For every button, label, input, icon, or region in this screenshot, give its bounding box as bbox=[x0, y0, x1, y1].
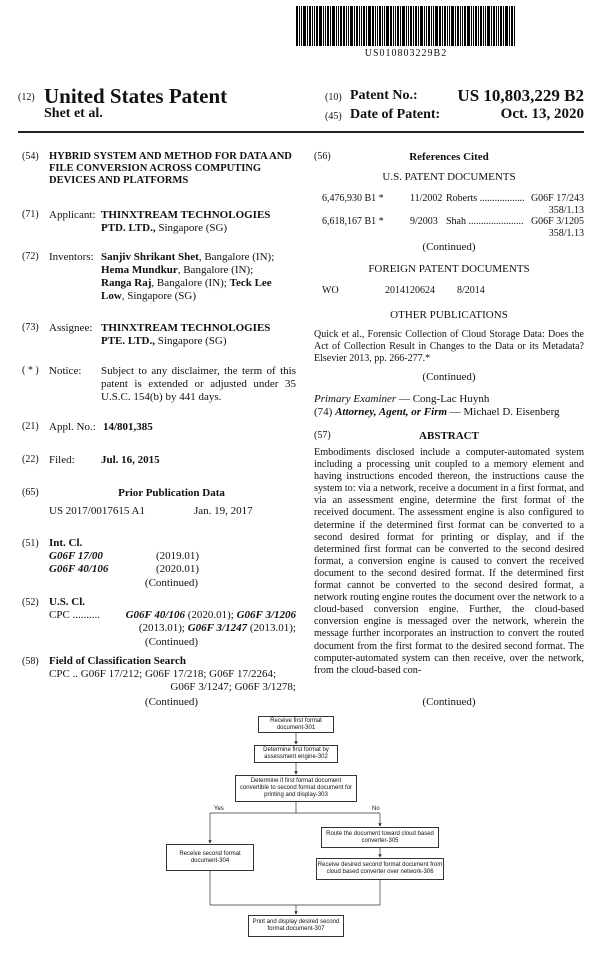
us-cl-class: G06F 3/1206 bbox=[236, 609, 296, 621]
filed-label: Filed: bbox=[49, 454, 75, 466]
ref-date: 9/2003 bbox=[410, 216, 438, 227]
ref-class2: 358/1.13 bbox=[548, 205, 584, 216]
notice-label: Notice: bbox=[49, 365, 82, 377]
assignee-label: Assignee: bbox=[49, 322, 93, 334]
us-cl-version: (2013.01); bbox=[247, 622, 296, 634]
applicant-place: Singapore (SG) bbox=[158, 222, 228, 234]
us-cl-continued: (Continued) bbox=[144, 636, 199, 648]
assignee-place: Singapore (SG) bbox=[157, 335, 227, 347]
inventor-name: Hema Mundkur bbox=[101, 264, 178, 276]
flow-step-306: Receive desired second format document from cloud based converter over network-306 bbox=[316, 858, 444, 880]
inventor-name: Low bbox=[101, 290, 122, 302]
int-cl-class: G06F 40/106 bbox=[49, 563, 109, 575]
int-cl-version: (2020.01) bbox=[156, 563, 200, 575]
abstract-text: Embodiments disclosed include a computer-automated system including a processing unit coupled to a memory element and having instructions encoded thereon, the instructions cause the system to: via a network, receive a document in a first format, and via an assessment engine, determine the first format of the received document. The assessment engine is also configured to determine if the determined first format can be converted to a second desired format for printing or display, and if the determined first format can be converted to the second desired format, a conversion engine is caused to convert the received document to the second desired format. If the determined first format cannot be converted to the second desired format, a network routing engine routes the document over the network to a cloud-based conversion engine. Further, the cloud-based conversion engine is messaged over the network, wherein the message further incorporates an instruction to convert the routed document from the first format to the desired second format. The computer-automated system can then receive, over the network, from the cloud-based con- bbox=[314, 447, 584, 676]
yes-label: Yes bbox=[214, 806, 224, 812]
inventor-place: , Singapore (SG) bbox=[121, 290, 197, 302]
ref-number: 6,476,930 B1 * bbox=[322, 193, 384, 204]
inventor-name: Teck Lee bbox=[229, 277, 272, 289]
us-cl-version: (2013.01); bbox=[138, 622, 188, 634]
field-search-heading: Field of Classification Search bbox=[49, 655, 186, 667]
code-21: (21) bbox=[22, 421, 39, 432]
inventor-name: Ranga Raj bbox=[101, 277, 152, 289]
code-52: (52) bbox=[22, 597, 39, 608]
refs-heading: References Cited bbox=[409, 151, 489, 163]
notice-text: Subject to any disclaimer, the term of this patent is extended or adjusted under 35 U.S.C. 154(b) by 441 days. bbox=[101, 365, 296, 403]
appl-number: 14/801,385 bbox=[103, 421, 153, 433]
code-58: (58) bbox=[22, 656, 39, 667]
prior-pub-heading: Prior Publication Data bbox=[118, 487, 225, 499]
other-pubs-heading: OTHER PUBLICATIONS bbox=[390, 309, 508, 321]
date-label: Date of Patent: bbox=[350, 107, 441, 122]
us-cl-version: (2020.01); bbox=[184, 609, 237, 621]
code-notice: ( * ) bbox=[22, 365, 39, 376]
code-22: (22) bbox=[22, 454, 39, 465]
other-pubs-continued: (Continued) bbox=[422, 371, 476, 383]
code-72: (72) bbox=[22, 251, 39, 262]
field-search-line1: CPC .. G06F 17/212; G06F 17/218; G06F 17/2264; bbox=[49, 668, 277, 680]
int-cl-class: G06F 17/00 bbox=[49, 550, 103, 562]
code-54: (54) bbox=[22, 151, 39, 162]
ref-class: G06F 17/243 bbox=[530, 193, 584, 204]
field-search-continued: (Continued) bbox=[144, 696, 199, 708]
code-71: (71) bbox=[22, 209, 39, 220]
ref-leader: ...................... bbox=[466, 216, 524, 227]
authors: Shet et al. bbox=[44, 106, 103, 121]
code-51: (51) bbox=[22, 538, 39, 549]
appl-label: Appl. No.: bbox=[49, 421, 96, 433]
assignee-name: THINXTREAM TECHNOLOGIES PTE. LTD., bbox=[101, 322, 271, 347]
code-10: (10) bbox=[325, 92, 342, 103]
code-73: (73) bbox=[22, 322, 39, 333]
us-docs-continued: (Continued) bbox=[422, 241, 476, 253]
us-cl-class: G06F 40/106 bbox=[125, 609, 185, 621]
ref-inventor: Roberts bbox=[446, 193, 478, 204]
foreign-number: 2014120624 bbox=[385, 285, 435, 296]
us-cl-heading: U.S. Cl. bbox=[49, 596, 86, 608]
other-pub-text: Quick et al., Forensic Collection of Cloud Storage Data: Does the Act of Collection Result in Changes to the Data or its Metadata? Elsevier 2013, pp. 266-277.* bbox=[314, 329, 584, 364]
patent-number: US 10,803,229 B2 bbox=[457, 86, 584, 105]
foreign-country: WO bbox=[322, 285, 339, 296]
abstract-heading: ABSTRACT bbox=[419, 430, 479, 442]
code-57: (57) bbox=[314, 430, 331, 441]
flow-step-303: Determine if first format document convertible to second format document for printing and display-303 bbox=[235, 775, 357, 802]
inventor-place: , Bangalore (IN); bbox=[177, 264, 254, 276]
code-65: (65) bbox=[22, 487, 39, 498]
us-cl-prefix: CPC .......... bbox=[49, 609, 101, 621]
inventors-label: Inventors: bbox=[49, 251, 94, 263]
ref-class2: 358/1.13 bbox=[548, 228, 584, 239]
ref-class: G06F 3/1205 bbox=[530, 216, 584, 227]
foreign-docs-heading: FOREIGN PATENT DOCUMENTS bbox=[368, 263, 530, 275]
ref-date: 11/2002 bbox=[410, 193, 443, 204]
prior-pub-number: US 2017/0017615 A1 bbox=[49, 505, 145, 517]
abstract-continued: (Continued) bbox=[422, 696, 476, 708]
inventor-name: Sanjiv Shrikant Shet bbox=[101, 251, 199, 263]
inventor-place: , Bangalore (IN); bbox=[151, 277, 230, 289]
attorney-label: Attorney, Agent, or Firm bbox=[335, 406, 448, 418]
ref-inventor: Shah bbox=[446, 216, 466, 227]
invention-title: HYBRID SYSTEM AND METHOD FOR DATA AND FILE CONVERSION ACROSS COMPUTING DEVICES AND PLATFORMS bbox=[49, 151, 292, 186]
patent-no-label: Patent No.: bbox=[350, 88, 418, 103]
int-cl-heading: Int. Cl. bbox=[49, 537, 83, 549]
attorney-name: — Michael D. Eisenberg bbox=[447, 406, 560, 418]
field-search-line2: G06F 3/1247; G06F 3/1278; bbox=[170, 681, 296, 693]
us-cl-class: G06F 3/1247 bbox=[187, 622, 248, 634]
us-docs-heading: U.S. PATENT DOCUMENTS bbox=[382, 171, 516, 183]
flow-step-304: Receive second format document-304 bbox=[166, 844, 254, 871]
int-cl-version: (2019.01) bbox=[156, 550, 200, 562]
patent-date: Oct. 13, 2020 bbox=[500, 106, 584, 122]
examiner-name: — Cong-Lac Huynh bbox=[396, 393, 490, 405]
flow-step-307: Print and display desired second format document-307 bbox=[248, 915, 344, 937]
ref-number: 6,618,167 B1 * bbox=[322, 216, 384, 227]
no-label: No bbox=[372, 806, 380, 812]
flow-step-301: Receive first format document-301 bbox=[258, 716, 334, 733]
applicant-name: THINXTREAM TECHNOLOGIES PTD. LTD., bbox=[101, 209, 271, 234]
code-56: (56) bbox=[314, 151, 331, 162]
prior-pub-date: Jan. 19, 2017 bbox=[194, 505, 253, 517]
filed-date: Jul. 16, 2015 bbox=[101, 454, 160, 466]
applicant-label: Applicant: bbox=[49, 209, 96, 221]
code-12: (12) bbox=[18, 92, 35, 103]
publication-number: US010803229B2 bbox=[364, 48, 448, 59]
inventor-place: , Bangalore (IN); bbox=[198, 251, 275, 263]
code-74: (74) bbox=[314, 406, 333, 418]
int-cl-continued: (Continued) bbox=[144, 577, 199, 589]
examiner-label: Primary Examiner bbox=[314, 393, 397, 405]
code-45: (45) bbox=[325, 111, 342, 122]
doc-type: United States Patent bbox=[44, 84, 228, 108]
flow-step-302: Determine first format by assessment engine-302 bbox=[254, 745, 338, 763]
foreign-date: 8/2014 bbox=[457, 285, 485, 296]
flow-step-305: Route the document toward cloud based converter-305 bbox=[321, 827, 439, 848]
ref-leader: .................. bbox=[477, 193, 525, 204]
